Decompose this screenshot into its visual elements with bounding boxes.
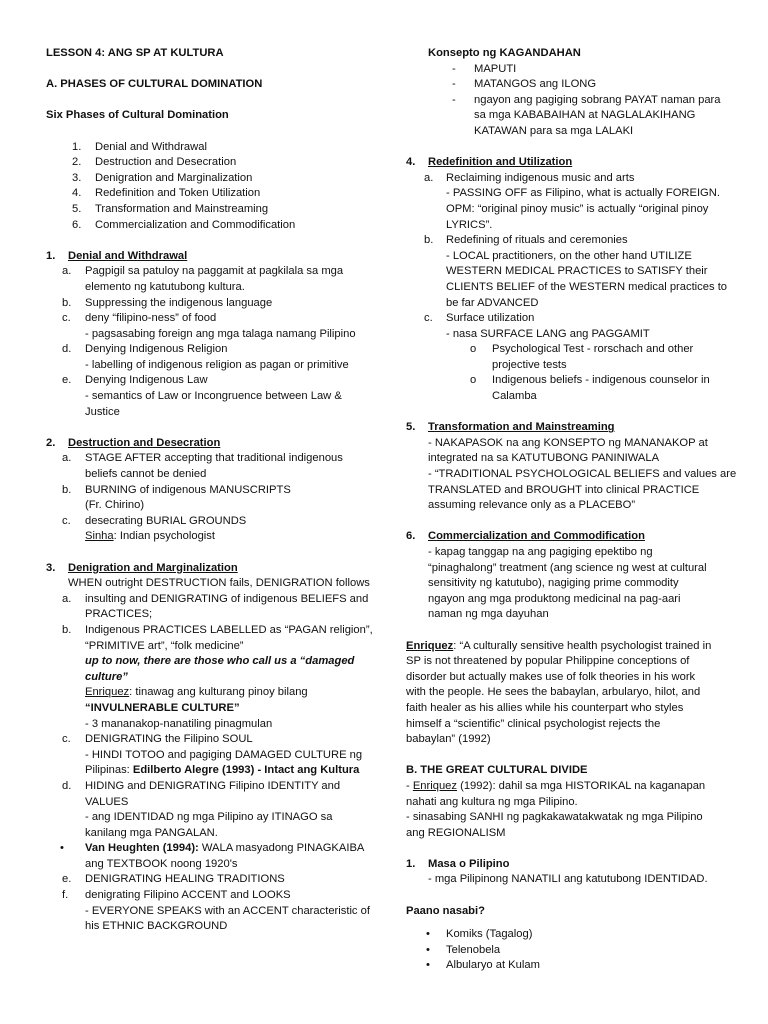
- list-item: d. HIDING and DENIGRATING Filipino IDENTITY and VALUES - ang IDENTIDAD ng mga Pilipino ay ITINAGO sa kanilang mga PANGALAN.: [62, 779, 341, 839]
- sinha-note: Sinha: Indian psychologist: [85, 530, 215, 543]
- list-item: o Psychological Test - rorschach and other projective tests: [470, 343, 694, 371]
- section-6-body: - kapag tanggap na ang pagiging epektibo ng “pinaghalong” treatment (ang science ng west at cultural sensitivity ng katutubo), nagiging prime commodity ngayon ang mga produktong medicinal na pag-aari naman ng mga dayuhan: [428, 546, 707, 621]
- section-3-heading: 3. Denigration and Marginalization: [46, 561, 238, 574]
- list-item: • Telenobela: [426, 943, 501, 956]
- section-2-items: [46, 451, 376, 545]
- list-item: a. STAGE AFTER accepting that traditional indigenous beliefs cannot be denied: [62, 452, 343, 481]
- left-column: [46, 46, 376, 935]
- section-b-enriquez: - Enriquez (1992): dahil sa mga HISTORIKAL na kaganapan: [406, 779, 706, 792]
- list-item: o Indigenous beliefs - indigenous counselor in Calamba: [470, 374, 710, 403]
- six-phases-heading: Six Phases of Cultural Domination: [46, 109, 229, 122]
- section-4-heading: 4. Redefinition and Utilization: [406, 156, 573, 169]
- examples-list: [406, 927, 724, 974]
- phases-list: [46, 140, 376, 234]
- list-item: • Albularyo at Kulam: [426, 959, 540, 972]
- list-item: b. Suppressing the indigenous language: [62, 296, 273, 309]
- section-1-heading: 1. Denial and Withdrawal: [46, 249, 188, 262]
- section-3-intro: WHEN outright DESTRUCTION fails, DENIGRATION follows: [68, 577, 370, 590]
- list-item: 1. Denial and Withdrawal: [72, 140, 207, 153]
- section-3-items: [46, 592, 376, 935]
- list-item: c. desecrating BURIAL GROUNDS Sinha: Indian psychologist: [46, 514, 376, 545]
- list-item: 4. Redefinition and Token Utilization: [72, 187, 261, 200]
- list-item: - MATANGOS ang ILONG: [452, 78, 597, 91]
- list-item: - MAPUTI: [452, 62, 517, 75]
- list-item: 5. Transformation and Mainstreaming: [72, 202, 269, 215]
- masa-heading: 1. Masa o Pilipino: [406, 857, 510, 870]
- section-5-heading: 5. Transformation and Mainstreaming: [406, 421, 615, 434]
- list-item: c. deny “filipino-ness” of food - pagsasabing foreign ang mga talaga namang Pilipino: [62, 312, 356, 340]
- list-item: a. insulting and DENIGRATING of indigenous BELIEFS and PRACTICES;: [62, 592, 369, 621]
- beauty-list: [406, 62, 724, 140]
- list-item: 2. Destruction and Desecration: [72, 156, 237, 169]
- section-b-heading: B. THE GREAT CULTURAL DIVIDE: [406, 764, 588, 777]
- list-item: c. DENIGRATING the Filipino SOUL - HINDI TOTOO and pagiging DAMAGED CULTURE ng Pilipinas: Edilberto Alegre (1993) - Intact ang Kultura: [62, 733, 363, 777]
- list-item: c. Surface utilization - nasa SURFACE LANG ang PAGGAMIT: [424, 312, 650, 340]
- list-item: e. DENIGRATING HEALING TRADITIONS: [62, 873, 285, 886]
- section-4-items: [406, 171, 728, 405]
- list-item: 3. Denigration and Marginalization: [72, 171, 253, 184]
- list-item: • Van Heughten (1994): WALA masyadong PINAGKAIBA ang TEXTBOOK noong 1920's: [60, 842, 365, 870]
- list-item: b. BURNING of indigenous MANUSCRIPTS (Fr. Chirino): [62, 483, 291, 512]
- right-column: Konsepto ng KAGANDAHAN - MAPUTI - MATANGOS ang ILONG - ngayon ang pagiging sobrang PAYAT naman para sa mga KABABAIHAN at NAGLALAKIHANG KATAWAN para sa mga LALAKI 4. Redefinition and Utilization a. Reclaiming indigenous music and arts - PASSING OFF as Filipino, what is actually FOREIGN. OPM: “original pinoy music” is actually “original pinoy LYRICS”. b. Redefining of rituals and ceremonies - LOCAL practitioners, on the other hand UTILIZE WESTERN MEDICAL PRACTICES to SATISFY their CLIENTS BELIEF of the WESTERN medical practices to be far ADVANCED c. Surface utilization - nasa SURFACE LANG ang PAGGAMIT o Psychological Test - rorschach and other projective tests o Indigenous beliefs - indigenous counselor in Calamba 5. Transformation and Mainstreaming - NAKAPASOK na ang KONSEPTO ng MANANAKOP at integrated na sa KATUTUBONG PANINIWALA - “TRADITIONAL PSYCHOLOGICAL BELIEFS and values are TRANSLATED and BROUGHT into clinical PRACTICE assuming relevance only as a PLACEBO” 6. Commercialization and Commodification - kapag tanggap na ang pagiging epektibo ng “pinaghalong” treatment (ang science ng west at cultural sensitivity ng katutubo), nagiging prime commodity ngayon ang mga produktong medicinal na pag-aari naman ng mga dayuhan Enriquez: “A culturally sensitive health psychologist trained in SP is not threatened by popular Philippine conceptions of disorder but actually makes use of folk theories in his work with the people. He sees the babaylan, arbularyo, hilot, and faith healer as his allies while his counterpart who styles himself a “scientific” clinical psychologist rejects the babaylan” (1992) B. THE GREAT CULTURAL DIVIDE - Enriquez (1992): dahil sa mga HISTORIKAL na kaganapan nahati ang kultura ng mga Pilipino. - sinasabing SANHI ng pagkakawatakwatak ng mga Pilipino ang REGIONALISM 1. Masa o Pilipino - mga Pilipinong NANATILI ang katutubong IDENTIDAD. Paano nasabi? • Komiks (Tagalog) • Telenobela • Albularyo at Kulam: [406, 46, 724, 974]
- paano-heading: Paano nasabi?: [406, 904, 485, 917]
- section-2-heading: 2. Destruction and Desecration: [46, 436, 221, 449]
- section-5-body: - NAKAPASOK na ang KONSEPTO ng MANANAKOP at integrated na sa KATUTUBONG PANINIWALA - “TRADITIONAL PSYCHOLOGICAL BELIEFS and values are TRANSLATED and BROUGHT into clinical PRACTICE assuming relevance only as a PLACEBO”: [428, 436, 737, 512]
- list-item: d. Denying Indigenous Religion - labelling of indigenous religion as pagan or primitive: [62, 343, 349, 371]
- list-item: f. denigrating Filipino ACCENT and LOOKS - EVERYONE SPEAKS with an ACCENT characteristic of his ETHNIC BACKGROUND: [62, 889, 370, 933]
- list-item: a. Pagpigil sa patuloy na paggamit at pagkilala sa mga elemento ng katutubong kultura.: [62, 265, 344, 293]
- list-item: b. Redefining of rituals and ceremonies - LOCAL practitioners, on the other hand UTILIZE WESTERN MEDICAL PRACTICES to SATISFY their CLIENTS BELIEF of the WESTERN medical practices to be far ADVANCED: [424, 234, 728, 309]
- masa-description: - mga Pilipinong NANATILI ang katutubong IDENTIDAD.: [428, 873, 708, 886]
- beauty-heading: Konsepto ng KAGANDAHAN: [428, 47, 581, 59]
- section-6-heading: 6. Commercialization and Commodification: [406, 530, 645, 543]
- list-item: b. Indigenous PRACTICES LABELLED as “PAGAN religion”, “PRIMITIVE art”, “folk medicine” up to now, there are those who call us a “damaged culture” Enriquez: tinawag ang kulturang pinoy bilang “INVULNERABLE CULTURE” - 3 mananakop-nanatiling pinagmulan: [46, 623, 376, 732]
- section-1-items: [46, 264, 376, 420]
- list-item: - ngayon ang pagiging sobrang PAYAT naman para sa mga KABABAIHAN at NAGLALAKIHANG KATAWAN para sa mga LALAKI: [452, 93, 721, 137]
- lesson-title: LESSON 4: ANG SP AT KULTURA: [46, 47, 224, 59]
- list-item: a. Reclaiming indigenous music and arts - PASSING OFF as Filipino, what is actually FOREIGN. OPM: “original pinoy music” is actually “original pinoy LYRICS”.: [424, 171, 720, 231]
- list-item: • Komiks (Tagalog): [426, 928, 533, 941]
- enriquez-note: Enriquez: tinawag ang kulturang pinoy bilang: [85, 686, 308, 699]
- list-item: 6. Commercialization and Commodification: [72, 218, 296, 231]
- list-item: e. Denying Indigenous Law - semantics of Law or Incongruence between Law & Justice: [62, 374, 342, 418]
- enriquez-quote: Enriquez: “A culturally sensitive health psychologist trained in SP is not threatened by popular Philippine conceptions of disorder but actually makes use of folk theories in his work with the people. He sees the babaylan, arbularyo, hilot, and faith healer as his allies while his counterpart who styles himself a “scientific” clinical psychologist rejects the babaylan” (1992): [406, 639, 712, 746]
- section-a-heading: A. PHASES OF CULTURAL DOMINATION: [46, 78, 263, 91]
